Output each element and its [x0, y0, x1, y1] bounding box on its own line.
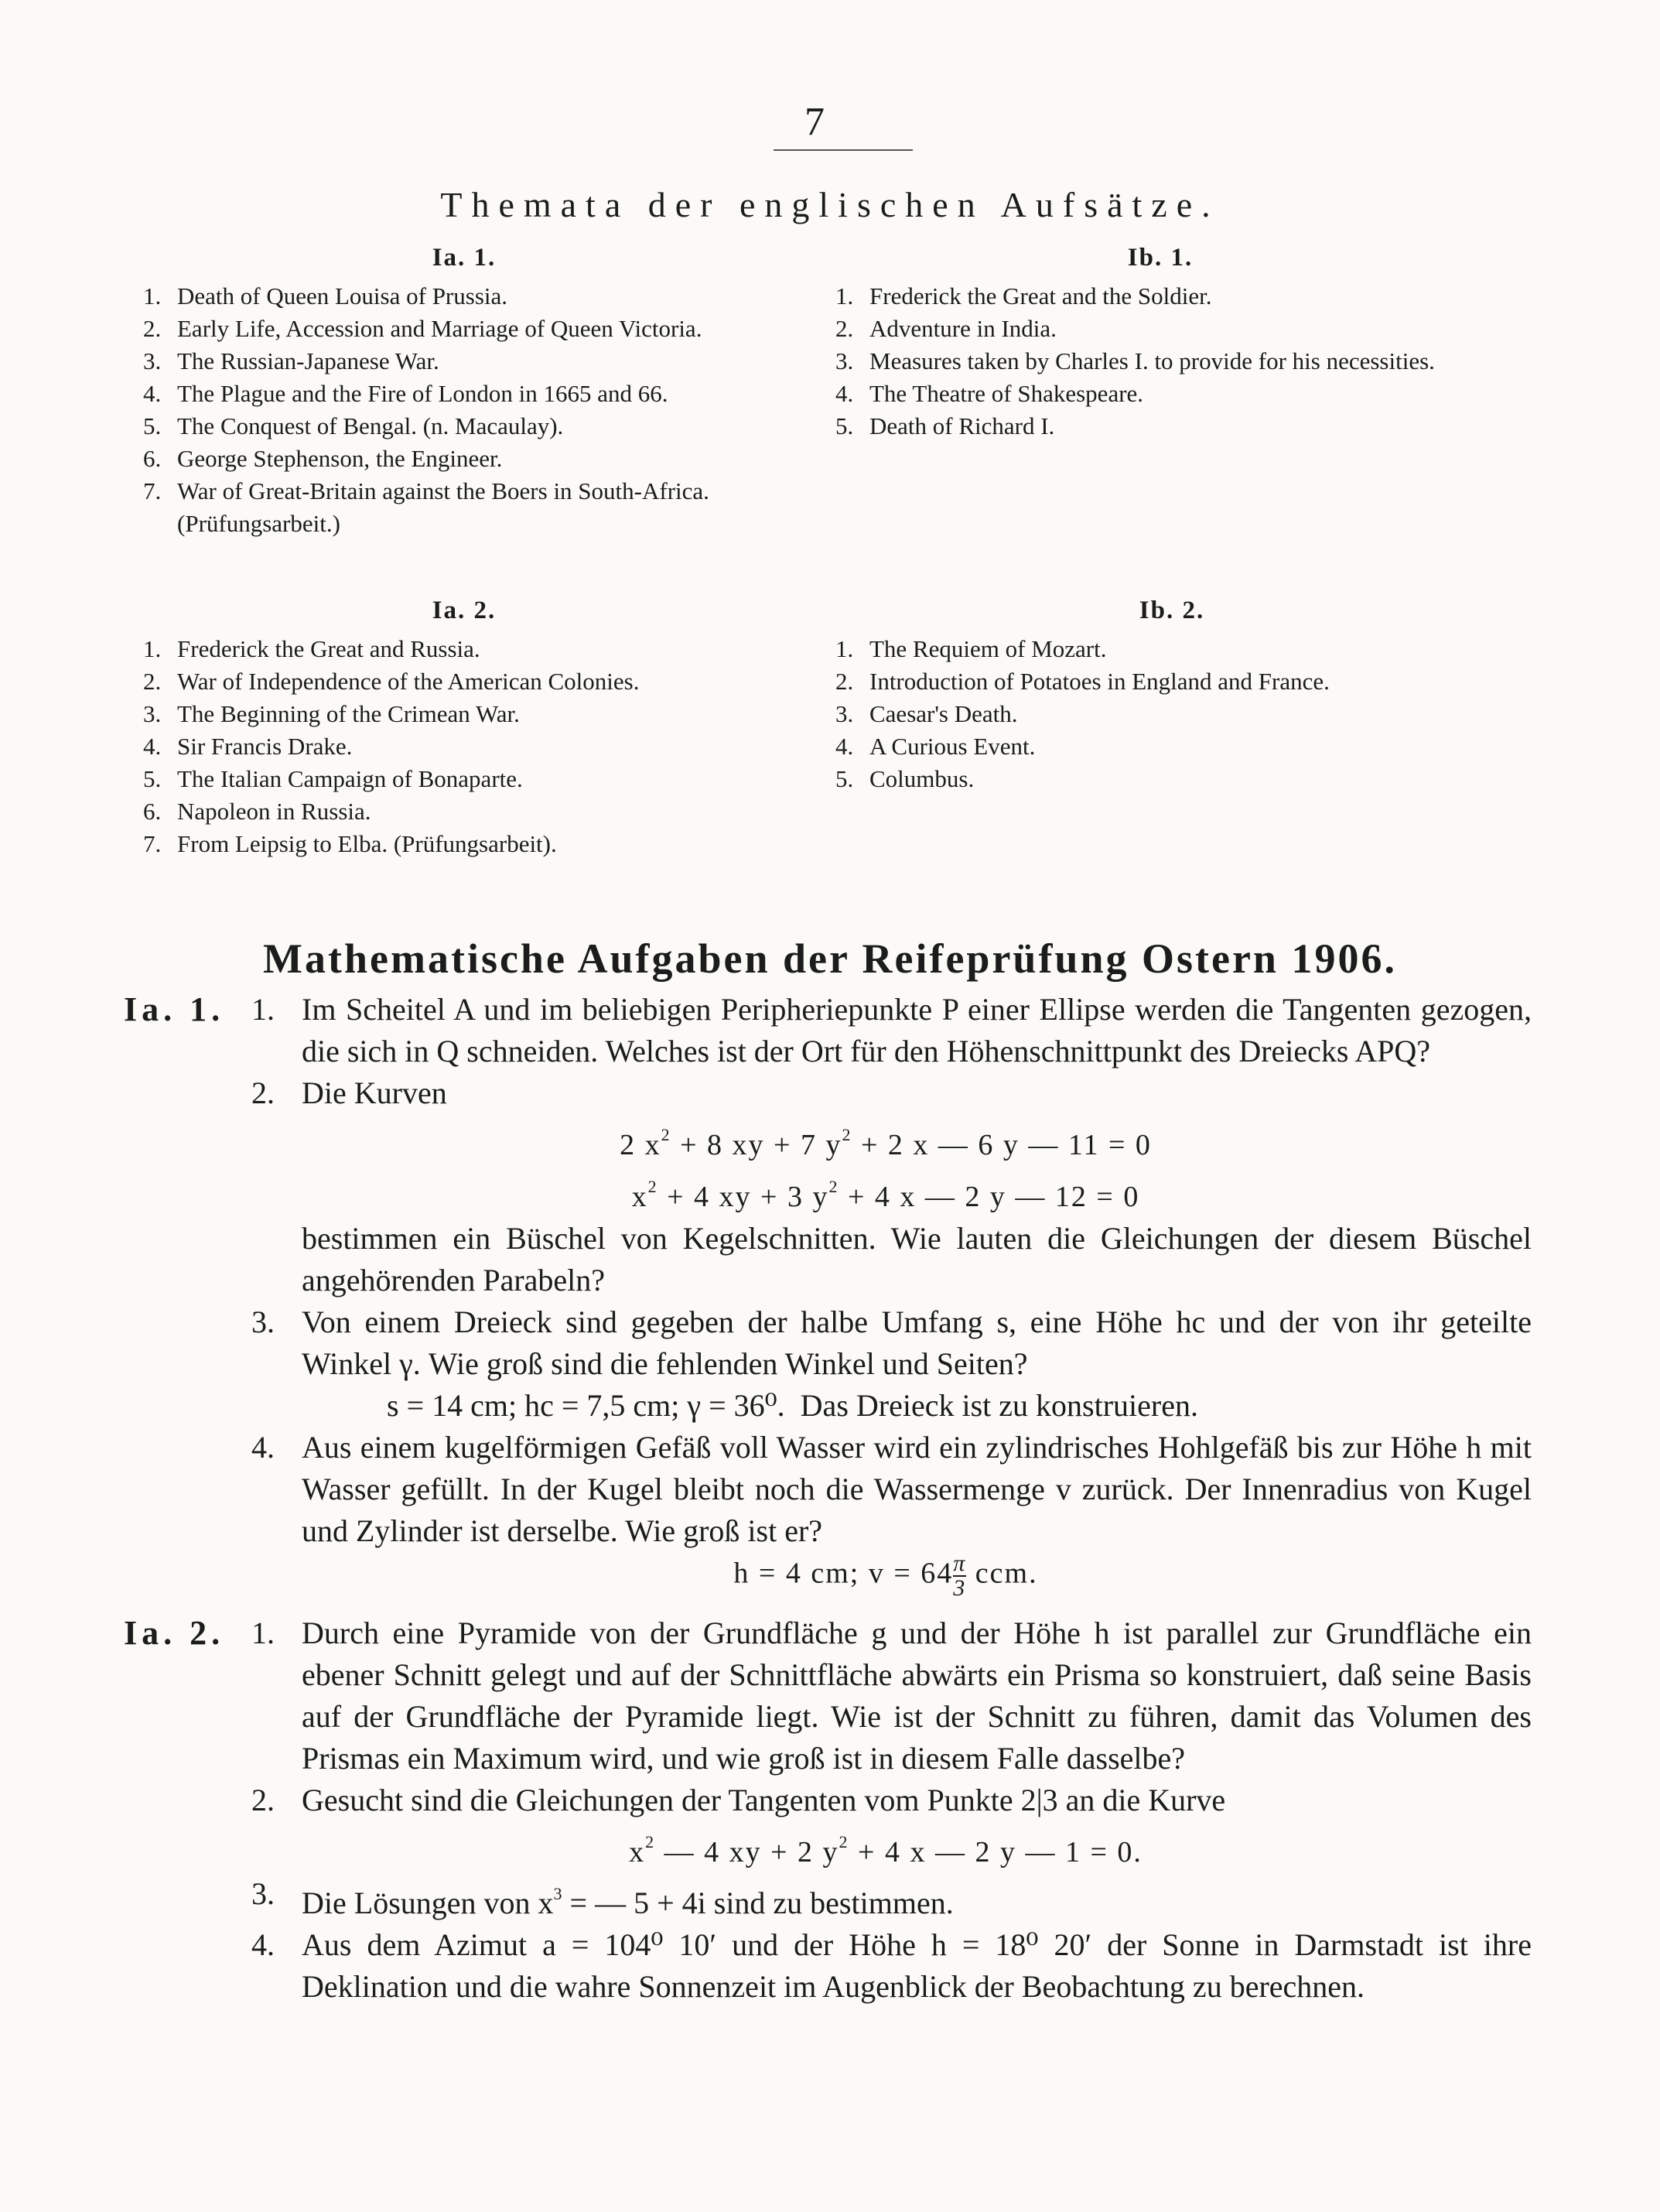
topic-group-heading: Ib. 1.: [1127, 244, 1194, 272]
list-item: 1. Frederick the Great and Russia.: [143, 635, 480, 662]
list-item: 2. Adventure in India.: [835, 315, 1057, 342]
topic-group-ib2: [835, 594, 1508, 795]
list-item: 2. War of Independence of the American Colonies.: [143, 668, 640, 695]
fraction: $\frac{\pi}{3}$: [953, 1550, 967, 1601]
list-item: 6. Napoleon in Russia.: [143, 798, 371, 825]
math-problem: 1. Durch eine Pyramide von der Grundfläche g und der Höhe h ist parallel zur Grundfläche ein ebener Schnitt gelegt und auf der Schnittfläche abwärts ein Prisma so konstruiert, daß seine Basis auf der Grundfläche der Pyramide liegt. Wie ist der Schnitt zu führen, damit das Volumen des Prismas ein Maximum wird, und wie groß ist in diesem Falle dasselbe?: [251, 1615, 1532, 1776]
page-number-rule: [774, 149, 913, 151]
list-item: 5. The Conquest of Bengal. (n. Macaulay).: [143, 412, 564, 439]
list-item: 1. The Requiem of Mozart.: [835, 635, 1107, 662]
list-item: 5. Death of Richard I.: [835, 412, 1055, 439]
formula: h = 4 cm; v = 64 $\frac{\pi}{3}$ ccm.: [733, 1550, 1038, 1601]
list-item: 4. A Curious Event.: [835, 733, 1036, 760]
list-item: 7. From Leipsig to Elba. (Prüfungsarbeit).: [143, 830, 557, 857]
section-label: Ia. 1.: [124, 990, 225, 1028]
list-item: 4. The Plague and the Fire of London in 1665 and 66.: [143, 380, 668, 407]
math-title: Mathematische Aufgaben der Reifeprüfung Ostern 1906.: [263, 935, 1397, 982]
list-item: 1. Death of Queen Louisa of Prussia.: [143, 282, 508, 309]
formula: s = 14 cm; hc = 7,5 cm; γ = 36⁰. Das Dreieck ist zu konstruieren.: [387, 1388, 1198, 1423]
list-item: 2. Early Life, Accession and Marriage of Queen Victoria.: [143, 315, 702, 342]
list-item: 3. The Russian-Japanese War.: [143, 347, 439, 374]
list-item: 3. Caesar's Death.: [835, 700, 1018, 727]
topic-group-ia2: [143, 594, 785, 860]
topics-title: Themata der englischen Aufsätze.: [440, 185, 1220, 224]
topic-group-heading: Ia. 1.: [432, 244, 497, 272]
list-item: 5. Columbus.: [835, 765, 975, 792]
math-problem: 3. Die Lösungen von $x^3$ = — 5 + 4i sind zu bestimmen.: [251, 1876, 954, 1920]
math-section-ia2: [124, 1612, 1532, 2008]
formula: $x^2 + 4$ xy + 3 $y^2 + 4$ x — 2 y — 12 = 0: [631, 1177, 1140, 1213]
math-problem: 2. Die Kurven 2 $x^2 + 8$ xy + 7 $y^2 + 2$ x — 6 y — 11 = 0 $x^2 + 4$ xy + 3 $y^2 + 4$ x — 2 y — 12 = 0 bestimmen ein Büschel von Kegelschnitten. Wie lauten die Gleichungen der diesem Büschel angehörenden Parabeln?: [251, 1075, 1532, 1297]
list-item: 3. Measures taken by Charles I. to provide for his necessities.: [835, 347, 1435, 374]
math-problem: 4. Aus einem kugelförmigen Gefäß voll Wasser wird ein zylindrisches Hohlgefäß bis zur Höhe h mit Wasser gefüllt. In der Kugel bleibt noch die Wassermenge v zurück. Der Innenradius von Kugel und Zylinder ist derselbe. Wie groß ist er? h = 4 cm; v = 64 $\frac{\pi}{3}$ ccm.: [251, 1430, 1532, 1601]
math-problem: 1. Im Scheitel A und im beliebigen Peripheriepunkte P einer Ellipse werden die Tangenten gezogen, die sich in Q schneiden. Welches ist der Ort für den Höhenschnittpunkt des Dreiecks APQ?: [251, 992, 1532, 1068]
topic-group-ia1: [143, 241, 785, 540]
math-problem: 4. Aus dem Azimut a = 104⁰ 10′ und der Höhe h = 18⁰ 20′ der Sonne in Darmstadt ist ihre Deklination und die wahre Sonnenzeit im Augenblick der Beobachtung zu berechnen.: [251, 1927, 1532, 2004]
topic-group-heading: Ia. 2.: [432, 597, 497, 624]
math-problem: 2. Gesucht sind die Gleichungen der Tangenten vom Punkte 2|3 an die Kurve $x^2$ — 4 xy + 2 $y^2 + 4$ x — 2 y — 1 = 0.: [124, 1780, 1532, 1873]
formula: $x^2$ — 4 xy + 2 $y^2 + 4$ x — 2 y — 1 = 0.: [629, 1832, 1143, 1868]
math-section-ia1: [124, 989, 1532, 1600]
list-item: 4. The Theatre of Shakespeare.: [835, 380, 1144, 407]
topic-group-ib1: [835, 241, 1485, 443]
section-label: Ia. 2.: [124, 1614, 225, 1652]
math-problem: 3. Von einem Dreieck sind gegeben der halbe Umfang s, eine Höhe hc und der von ihr geteilte Winkel γ. Wie groß sind die fehlenden Winkel und Seiten? s = 14 cm; hc = 7,5 cm; γ = 36⁰. Das Dreieck ist zu konstruieren.: [124, 1301, 1532, 1427]
page-number: 7: [804, 100, 825, 144]
list-item: 7. War of Great-Britain against the Boers in South-Africa. (Prüfungsarbeit.): [143, 477, 709, 537]
list-item: 2. Introduction of Potatoes in England and France.: [835, 668, 1330, 695]
list-item: 4. Sir Francis Drake.: [143, 733, 353, 760]
list-item: 5. The Italian Campaign of Bonaparte.: [143, 765, 523, 792]
topic-group-heading: Ib. 2.: [1139, 597, 1205, 624]
list-item: 1. Frederick the Great and the Soldier.: [835, 282, 1212, 309]
list-item: 6. George Stephenson, the Engineer.: [143, 445, 503, 472]
list-item: 3. The Beginning of the Crimean War.: [143, 700, 520, 727]
formula: 2 $x^2 + 8$ xy + 7 $y^2 + 2$ x — 6 y — 11 = 0: [620, 1125, 1152, 1161]
